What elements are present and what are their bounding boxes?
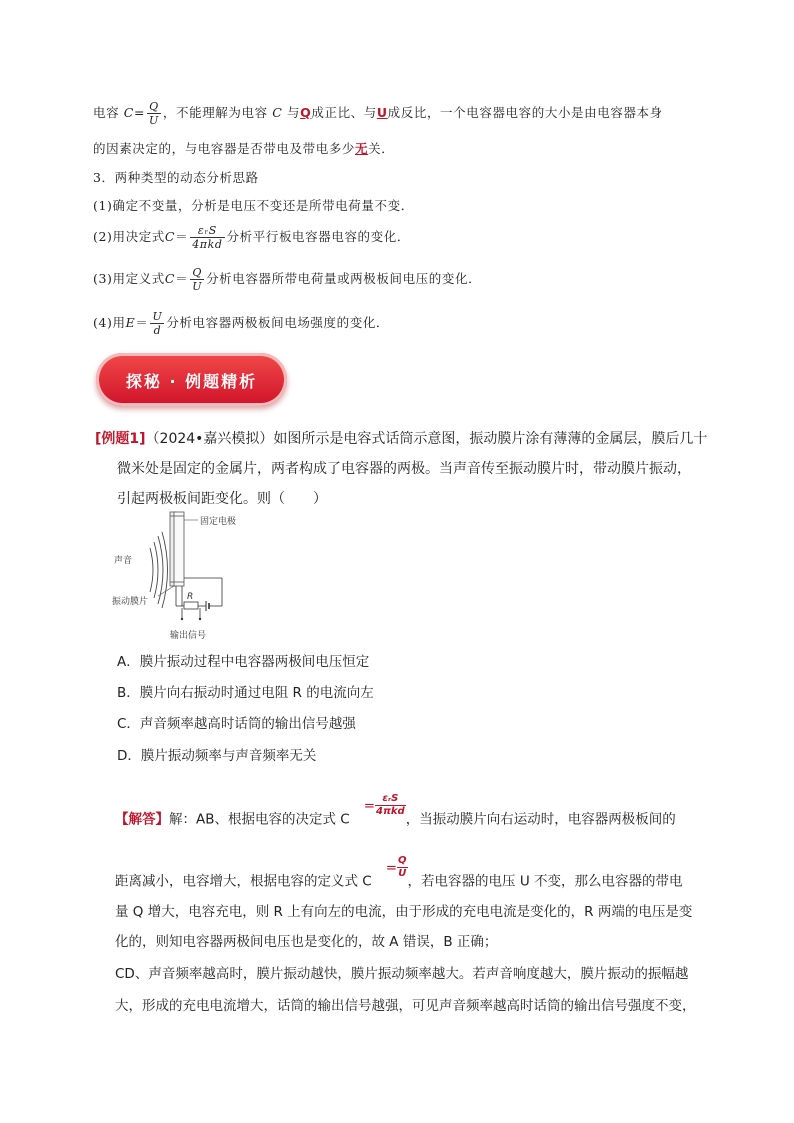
text: 分析电容器所带电荷量或两极板间电压的变化．	[206, 271, 482, 286]
option-a: A．膜片振动过程中电容器两极间电压恒定	[117, 654, 370, 670]
num: Q	[190, 266, 204, 280]
item-4	[93, 310, 389, 337]
var-c: C	[123, 105, 134, 120]
answer-line-3: 量 Q 增大，电容充电，则 R 上有向左的电流，由于形成的充电电流是变化的，R 两端的电压是变	[115, 904, 693, 920]
option-c: C．声音频率越高时话筒的输出信号越强	[117, 716, 356, 732]
text: 关．	[368, 141, 395, 156]
example-tag: [例题1]	[95, 431, 146, 447]
answer-fraction-1	[375, 793, 406, 818]
answer-line-2	[115, 855, 683, 894]
key-wu: 无	[355, 141, 369, 156]
key-q: Q	[300, 105, 312, 120]
fraction-q-over-u	[147, 100, 161, 127]
text: 成反比，一个电容器电容的大小是由电容器本身	[387, 105, 663, 120]
fraction-u-over-d	[150, 310, 164, 337]
option-b: B．膜片向右振动时通过电阻 R 的电流向左	[117, 685, 374, 701]
fraction-q-over-u	[190, 266, 204, 293]
text: ，若电容器的电压 U 不变，那么电容器的带电	[407, 873, 683, 890]
answer-fraction-2	[397, 855, 408, 880]
microphone-diagram-svg	[112, 508, 252, 640]
microphone-diagram	[112, 508, 252, 640]
text: 距离减小，电容增大，根据电容的定义式 C	[115, 873, 372, 890]
den: U	[149, 114, 159, 127]
text: (3)用定义式	[93, 271, 165, 286]
den: U	[192, 280, 203, 293]
option-d: D．膜片振动频率与声音频率无关	[117, 748, 317, 764]
den: U	[398, 868, 407, 879]
eq: =	[133, 105, 146, 120]
text: ，不能理解为电容	[162, 105, 273, 120]
text: (4)用	[93, 315, 126, 330]
num: Q	[147, 100, 161, 114]
var: C	[164, 229, 176, 244]
num: εᵣS	[375, 793, 406, 806]
item-1: (1)确定不变量，分析是电压不变还是所带电荷量不变．	[93, 198, 414, 213]
text: ，当振动膜片向右运动时，电容器两极板间的	[405, 811, 676, 828]
num: Q	[398, 855, 407, 866]
text: (2)用决定式	[93, 229, 165, 244]
answer-line-5: CD、声音频率越高时，膜片振动越快，膜片振动频率越大。若声音响度越大，膜片振动的振幅越	[115, 966, 689, 982]
label-sound: 声音	[114, 556, 133, 566]
num: U	[152, 310, 163, 323]
label-resistor: R	[187, 592, 194, 602]
text: 与	[282, 105, 301, 120]
answer-line-4: 化的，则知电容器两极间电压也是变化的，故 A 错误，B 正确；	[115, 934, 498, 950]
example-line-1	[95, 428, 707, 448]
var-c: C	[272, 105, 283, 120]
item-2	[93, 224, 410, 251]
text: 分析平行板电容器电容的变化．	[226, 229, 410, 244]
eq: =	[385, 859, 398, 876]
text: 解：AB、根据电容的决定式 C	[169, 811, 350, 828]
note-line-1	[93, 100, 663, 127]
den: 4πkd	[376, 806, 405, 817]
text: 成正比、与	[311, 105, 377, 120]
section-banner	[96, 353, 287, 406]
text: 分析电容器两极板间电场强度的变化．	[166, 315, 390, 330]
label-fixed-electrode: 固定电极	[200, 517, 237, 527]
fraction-capacitance	[190, 224, 224, 251]
text: 的因素决定的，与电容器是否带电及带电多少	[93, 141, 356, 156]
den: d	[153, 324, 162, 337]
den: 4πkd	[192, 238, 223, 251]
label-output: 输出信号	[170, 631, 207, 641]
eq: ＝	[175, 229, 189, 244]
eq: ＝	[175, 271, 189, 286]
example-line-3: 引起两极板间距变化。则（ ）	[117, 491, 327, 507]
label-membrane: 振动膜片	[112, 597, 149, 607]
item-3	[93, 266, 481, 293]
note-line-2	[93, 139, 394, 157]
text: （2024•嘉兴模拟）如图所示是电容式话筒示意图，振动膜片涂有薄薄的金属层，膜后几十	[145, 431, 708, 447]
var: E	[125, 315, 136, 330]
eq: =	[363, 797, 376, 814]
answer-line-1	[115, 793, 676, 832]
banner-label: 探秘 · 例题精析	[125, 372, 258, 391]
heading-3: 3．两种类型的动态分析思路	[93, 170, 259, 185]
answer-line-6: 大，形成的充电电流增大，话筒的输出信号越强，可见声音频率越高时话筒的输出信号强度不变，	[115, 998, 696, 1014]
var: C	[164, 271, 176, 286]
key-u: U	[376, 105, 388, 120]
num: εᵣS	[190, 224, 224, 238]
answer-tag: 【解答】	[115, 811, 169, 828]
example-line-2: 微米处是固定的金属片，两者构成了电容器的两极。当声音传至振动膜片时，带动膜片振动，	[117, 461, 691, 477]
eq: ＝	[135, 315, 149, 330]
text: 电容	[93, 105, 124, 120]
